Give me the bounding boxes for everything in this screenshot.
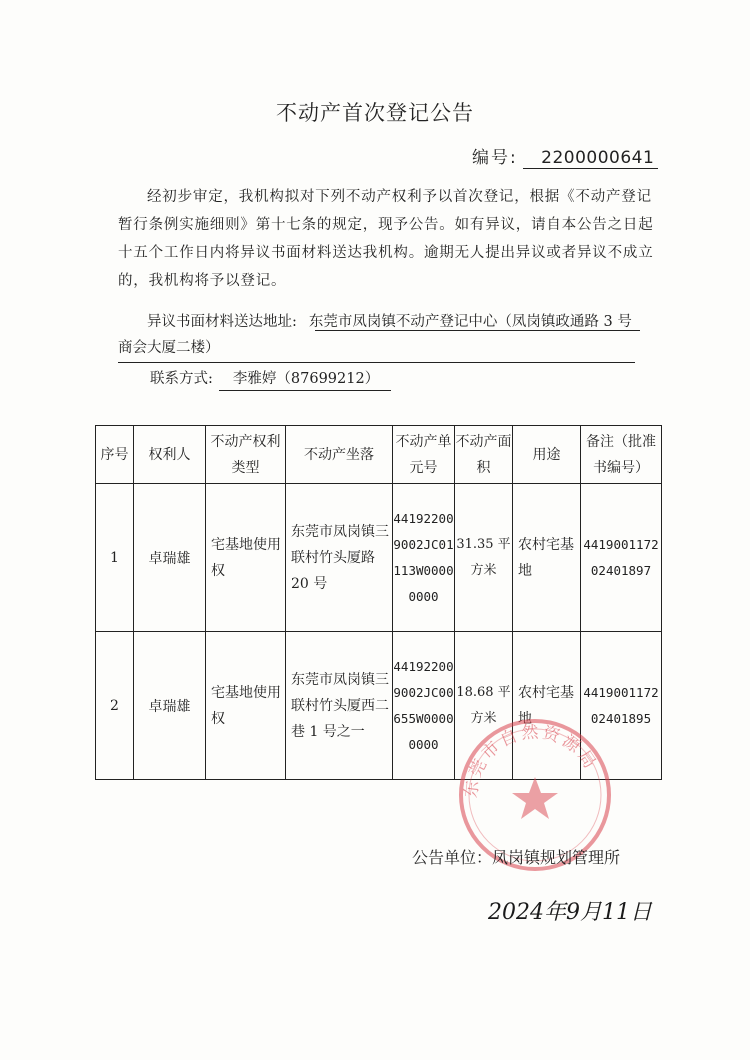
unit-number-cell: 441922009002JC00655W00000000 (393, 632, 455, 780)
right-type-cell: 宅基地使用权 (206, 632, 286, 780)
document-number (472, 143, 658, 169)
header-cell: 用途 (513, 426, 581, 484)
table-row (96, 484, 662, 632)
contact-info (150, 367, 391, 391)
header-cell: 不动产坐落 (286, 426, 393, 484)
location-cell: 东莞市凤岗镇三联村竹头厦路 20 号 (286, 484, 393, 632)
right-type-cell: 宅基地使用权 (206, 484, 286, 632)
document-number-label: 编号: (472, 148, 518, 168)
header-cell: 备注（批准书编号） (581, 426, 662, 484)
note-cell: 441900117202401895 (581, 632, 662, 780)
address-value: 东莞市凤岗镇不动产登记中心（凤岗镇政通路 3 号商会大厦二楼） (118, 314, 632, 356)
issue-date-handwritten: 2024年9月11日 (488, 900, 652, 925)
location-cell: 东莞市凤岗镇三联村竹头厦西二巷 1 号之一 (286, 632, 393, 780)
header-cell: 权利人 (134, 426, 206, 484)
objection-address (118, 309, 638, 361)
svg-text:东莞市自然资源局: 东莞市自然资源局 (461, 722, 602, 800)
contact-value: 李雅婷（87699212） (219, 367, 391, 391)
use-cell: 农村宅基地 (513, 632, 581, 780)
address-underline (118, 362, 635, 363)
address-label: 异议书面材料送达地址: (147, 314, 297, 330)
document-number-value: 2200000641 (523, 148, 658, 169)
row-number: 1 (96, 484, 134, 632)
owner-cell: 卓瑞雄 (134, 484, 206, 632)
unit-number-cell: 441922009002JC01113W00000000 (393, 484, 455, 632)
address-underline (315, 330, 640, 331)
note-cell: 441900117202401897 (581, 484, 662, 632)
contact-label: 联系方式: (150, 371, 213, 387)
use-cell: 农村宅基地 (513, 484, 581, 632)
issuing-unit: 公告单位：凤岗镇规划管理所 (412, 848, 621, 867)
page-title: 不动产首次登记公告 (276, 101, 474, 125)
header-cell: 不动产权利类型 (206, 426, 286, 484)
intro-paragraph: 经初步审定，我机构拟对下列不动产权利予以首次登记，根据《不动产登记暂行条例实施细则》第十七条的规定，现予公告。如有异议，请自本公告之日起十五个工作日内将异议书面材料送达我机构。逾期无人提出异议或者异议不成立的，我机构将予以登记。 (118, 189, 654, 289)
owner-cell: 卓瑞雄 (134, 632, 206, 780)
header-cell: 不动产面积 (455, 426, 513, 484)
table-header-row (96, 426, 662, 484)
header-cell: 序号 (96, 426, 134, 484)
area-cell: 18.68 平方米 (455, 632, 513, 780)
area-cell: 31.35 平方米 (455, 484, 513, 632)
row-number: 2 (96, 632, 134, 780)
header-cell: 不动产单元号 (393, 426, 455, 484)
